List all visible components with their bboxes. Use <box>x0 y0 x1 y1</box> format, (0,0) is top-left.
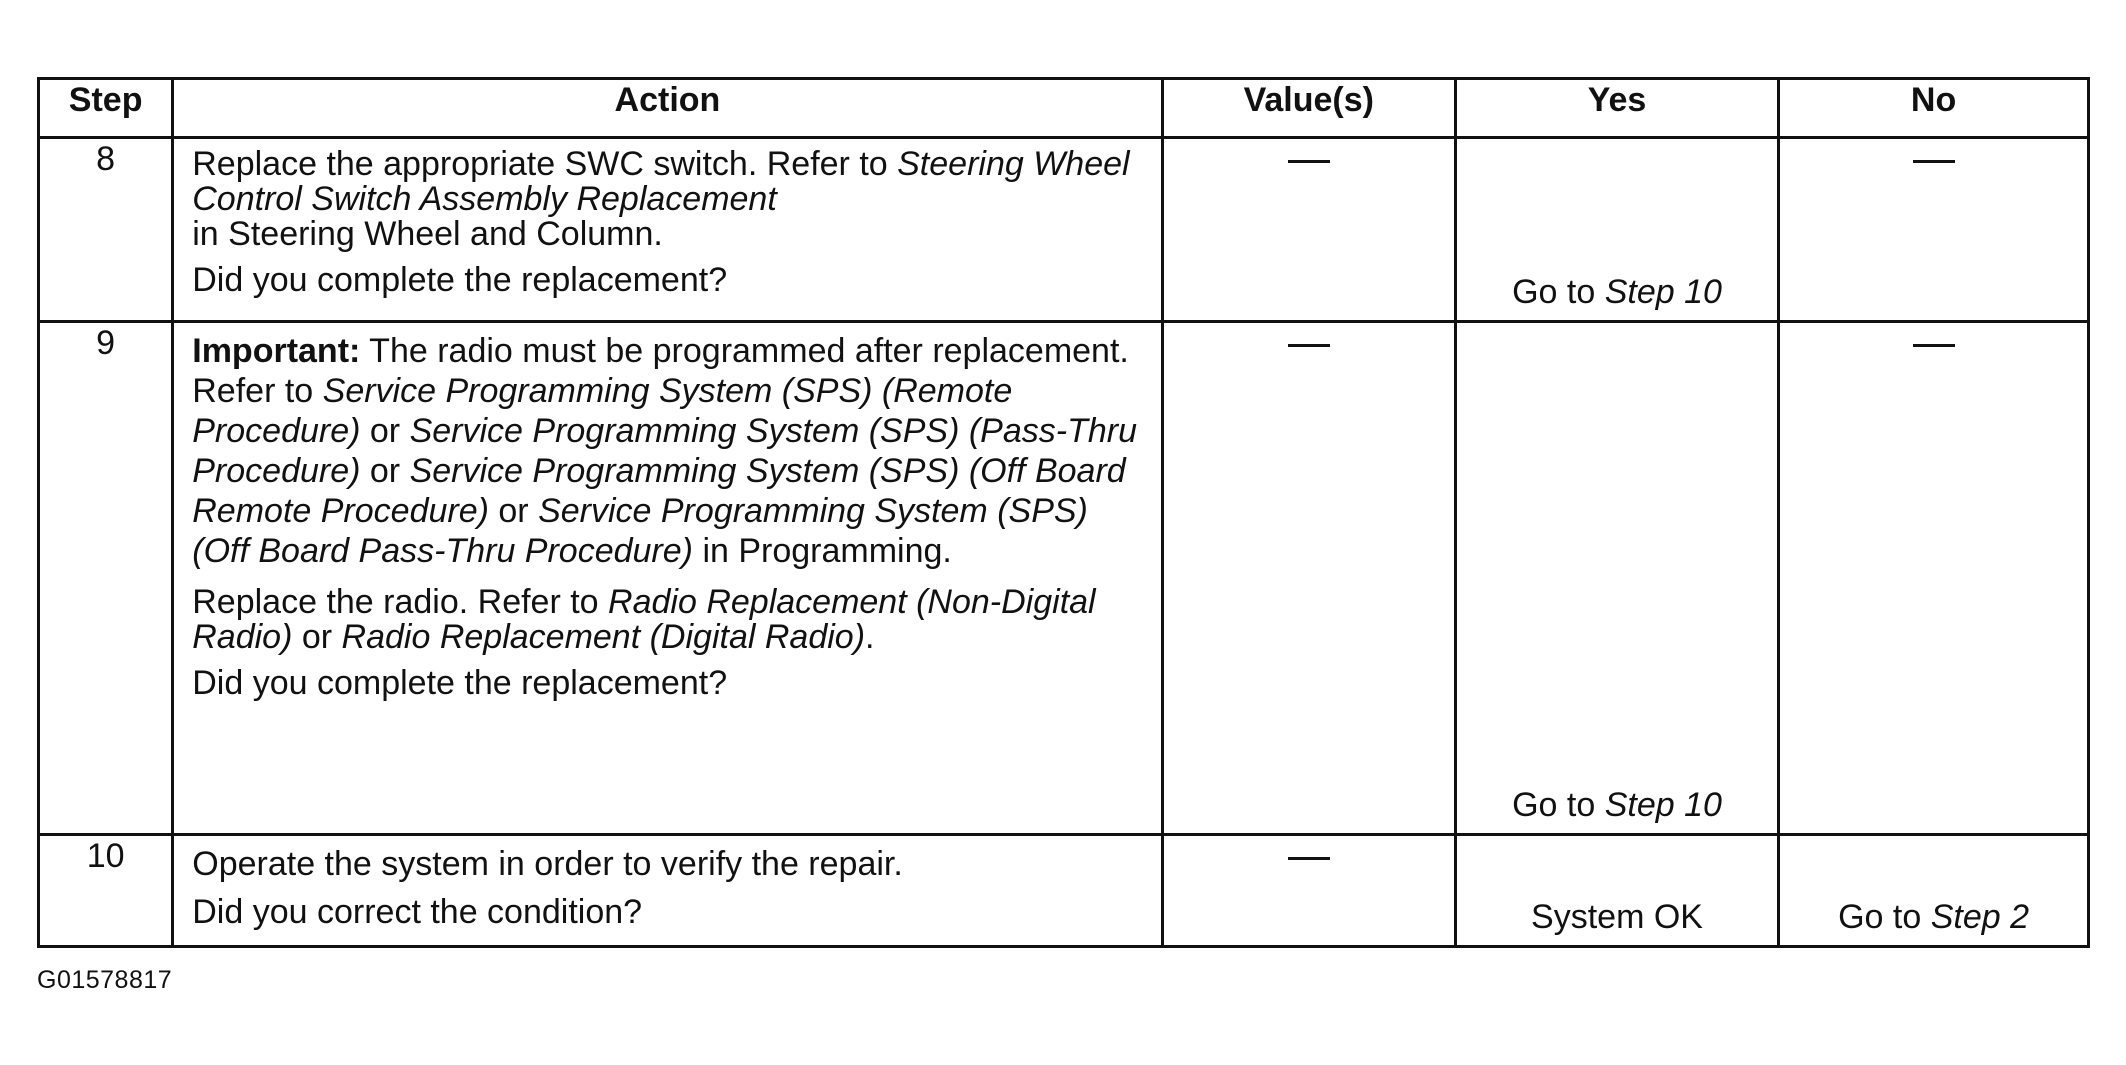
reference-link[interactable]: Radio Replacement (Non-Digital Radio) <box>192 583 1096 656</box>
yes-outcome <box>1457 272 1777 312</box>
empty-value-dash <box>1913 344 1955 347</box>
header-yes: Yes <box>1455 79 1778 138</box>
action-cell <box>173 835 1162 947</box>
header-no: No <box>1779 79 2089 138</box>
step-number: 9 <box>39 322 173 835</box>
action-text: . <box>865 618 875 656</box>
action-text: or <box>292 618 342 656</box>
reference-link[interactable]: Radio Replacement (Digital Radio) <box>341 618 866 656</box>
action-text: in Steering Wheel and Column. <box>192 215 663 253</box>
outcome-text: Go to <box>1512 273 1605 311</box>
action-text: or <box>488 492 539 530</box>
yes-cell <box>1455 138 1778 322</box>
action-text: in Programming. <box>693 532 952 570</box>
action-text: Replace the radio. Refer to <box>192 583 609 621</box>
reference-link[interactable]: Steering Wheel Control Switch Assembly Replacement <box>192 145 1130 218</box>
no-outcome <box>1780 897 2087 937</box>
table-row-step-10 <box>39 835 2089 947</box>
no-cell <box>1779 138 2089 322</box>
header-row <box>39 79 2089 138</box>
table-row-step-8 <box>39 138 2089 322</box>
outcome-text: Go to <box>1512 786 1605 824</box>
action-text: or <box>360 412 410 450</box>
figure-id: G01578817 <box>37 966 173 994</box>
diagnostic-table <box>37 77 2090 948</box>
action-cell <box>173 322 1162 835</box>
step-link[interactable]: Step 10 <box>1604 273 1722 311</box>
action-text: or <box>360 452 410 490</box>
yes-cell <box>1455 835 1778 947</box>
diagnostic-table-container <box>37 77 2090 948</box>
yes-cell <box>1455 322 1778 835</box>
empty-value-dash <box>1288 857 1330 860</box>
step-number: 10 <box>39 835 173 947</box>
action-instruction <box>174 139 1160 252</box>
step-link[interactable]: Step 2 <box>1930 898 2030 936</box>
step-number: 8 <box>39 138 173 322</box>
action-instruction <box>174 571 1160 655</box>
action-instruction: Operate the system in order to verify the repair. <box>192 845 903 883</box>
outcome-text: Go to <box>1838 898 1931 936</box>
value-cell <box>1162 138 1455 322</box>
header-values: Value(s) <box>1162 79 1455 138</box>
action-question: Did you complete the replacement? <box>192 261 728 299</box>
reference-link[interactable]: Service Programming System (SPS) (Pass-Thru Procedure) <box>192 412 1137 490</box>
no-cell <box>1779 322 2089 835</box>
empty-value-dash <box>1288 344 1330 347</box>
reference-link[interactable]: Service Programming System (SPS) (Off Board Remote Procedure) <box>192 452 1126 530</box>
value-cell <box>1162 322 1455 835</box>
reference-link[interactable]: Service Programming System (SPS) (Off Board Pass-Thru Procedure) <box>192 492 1088 570</box>
value-cell <box>1162 835 1455 947</box>
no-cell <box>1779 835 2089 947</box>
yes-outcome: System OK <box>1531 898 1703 936</box>
action-cell <box>173 138 1162 322</box>
action-text: The radio must be programmed after replacement. Refer to <box>192 332 1129 410</box>
important-label: Important: <box>192 332 361 370</box>
header-action: Action <box>173 79 1162 138</box>
action-question: Did you correct the condition? <box>192 893 643 931</box>
yes-outcome <box>1457 785 1777 825</box>
action-question: Did you complete the replacement? <box>192 664 728 702</box>
reference-link[interactable]: Service Programming System (SPS) (Remote Procedure) <box>192 372 1013 450</box>
table-row-step-9 <box>39 322 2089 835</box>
action-text: Replace the appropriate SWC switch. Refer to <box>192 145 898 183</box>
step-link[interactable]: Step 10 <box>1604 786 1722 824</box>
important-note <box>174 323 1160 571</box>
empty-value-dash <box>1913 160 1955 163</box>
empty-value-dash <box>1288 160 1330 163</box>
header-step: Step <box>39 79 173 138</box>
